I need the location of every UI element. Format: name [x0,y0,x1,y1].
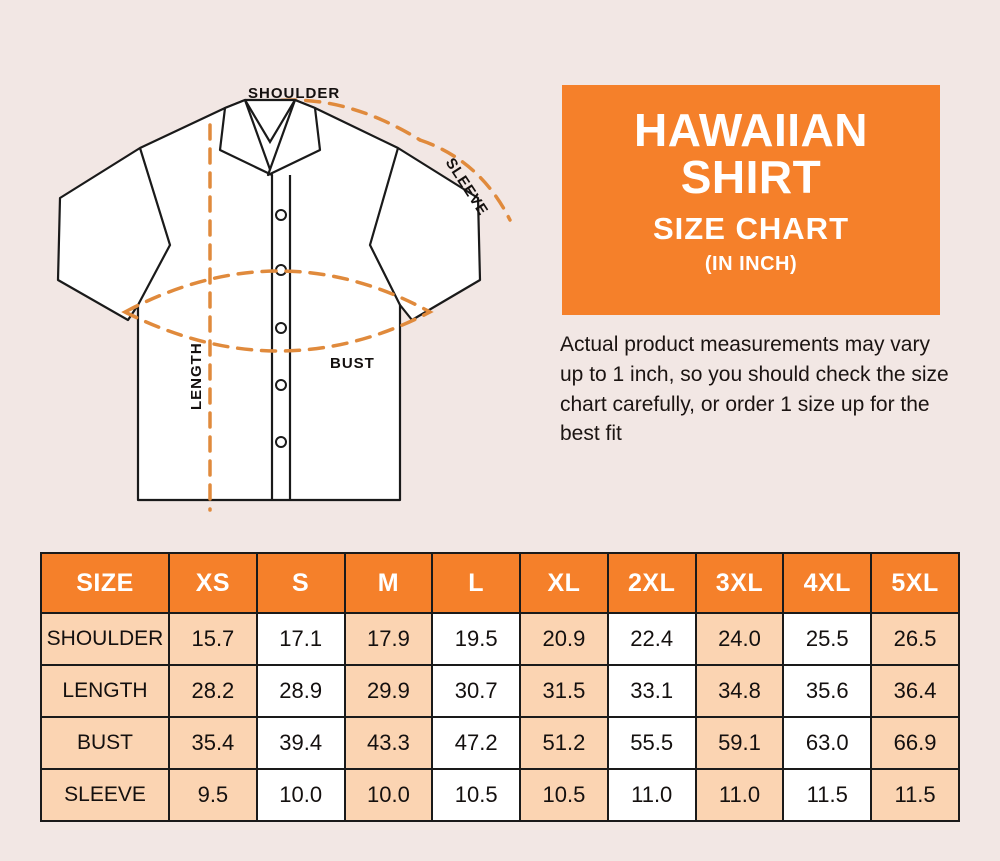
cell-length-m: 29.9 [345,665,433,717]
table-header-row [41,553,959,613]
title-unit: (IN INCH) [704,252,798,275]
table-header-xs: XS [169,553,257,613]
illustration-label-length: LENGTH [188,342,205,410]
illustration-label-bust: BUST [330,355,375,372]
cell-sleeve-4xl: 11.5 [783,769,871,821]
cell-sleeve-m: 10.0 [345,769,433,821]
row-label-shoulder: SHOULDER [41,613,169,665]
title-subtitle: SIZE CHART [653,210,849,246]
title-line-1: HAWAIIAN [634,104,868,156]
cell-sleeve-2xl: 11.0 [608,769,696,821]
row-label-length: LENGTH [41,665,169,717]
cell-shoulder-5xl: 26.5 [871,613,959,665]
cell-bust-xl: 51.2 [520,717,608,769]
cell-length-3xl: 34.8 [696,665,784,717]
row-label-sleeve: SLEEVE [41,769,169,821]
table-row [41,665,959,717]
cell-sleeve-s: 10.0 [257,769,345,821]
illustration-label-sleeve: SLEEVE [441,155,492,219]
title-line-2: SHIRT [680,150,822,203]
table-header-size: SIZE [41,553,169,613]
cell-sleeve-xl: 10.5 [520,769,608,821]
cell-length-xs: 28.2 [169,665,257,717]
cell-shoulder-4xl: 25.5 [783,613,871,665]
table-header-5xl: 5XL [871,553,959,613]
cell-bust-l: 47.2 [432,717,520,769]
cell-length-4xl: 35.6 [783,665,871,717]
table-row [41,613,959,665]
cell-sleeve-l: 10.5 [432,769,520,821]
cell-shoulder-3xl: 24.0 [696,613,784,665]
cell-bust-2xl: 55.5 [608,717,696,769]
cell-bust-3xl: 59.1 [696,717,784,769]
illustration-label-shoulder: SHOULDER [248,85,341,102]
cell-length-2xl: 33.1 [608,665,696,717]
cell-length-l: 30.7 [432,665,520,717]
title-card [562,85,940,315]
cell-bust-4xl: 63.0 [783,717,871,769]
table-row [41,717,959,769]
table-row [41,769,959,821]
table-header-3xl: 3XL [696,553,784,613]
shirt-illustration [20,30,560,520]
size-chart-table [40,552,960,822]
cell-length-xl: 31.5 [520,665,608,717]
cell-shoulder-l: 19.5 [432,613,520,665]
cell-bust-m: 43.3 [345,717,433,769]
size-chart-table-wrapper [40,552,960,822]
cell-bust-s: 39.4 [257,717,345,769]
cell-bust-5xl: 66.9 [871,717,959,769]
cell-length-5xl: 36.4 [871,665,959,717]
cell-shoulder-xs: 15.7 [169,613,257,665]
cell-shoulder-2xl: 22.4 [608,613,696,665]
cell-shoulder-s: 17.1 [257,613,345,665]
row-label-bust: BUST [41,717,169,769]
measurement-note: Actual product measurements may vary up to 1 inch, so you should check the size chart carefully, or order 1 size up for the best fit [560,333,949,446]
table-header-m: M [345,553,433,613]
cell-sleeve-3xl: 11.0 [696,769,784,821]
cell-length-s: 28.9 [257,665,345,717]
table-header-l: L [432,553,520,613]
table-header-4xl: 4XL [783,553,871,613]
cell-sleeve-xs: 9.5 [169,769,257,821]
table-header-s: S [257,553,345,613]
table-header-xl: XL [520,553,608,613]
cell-sleeve-5xl: 11.5 [871,769,959,821]
cell-bust-xs: 35.4 [169,717,257,769]
table-header-2xl: 2XL [608,553,696,613]
cell-shoulder-xl: 20.9 [520,613,608,665]
cell-shoulder-m: 17.9 [345,613,433,665]
